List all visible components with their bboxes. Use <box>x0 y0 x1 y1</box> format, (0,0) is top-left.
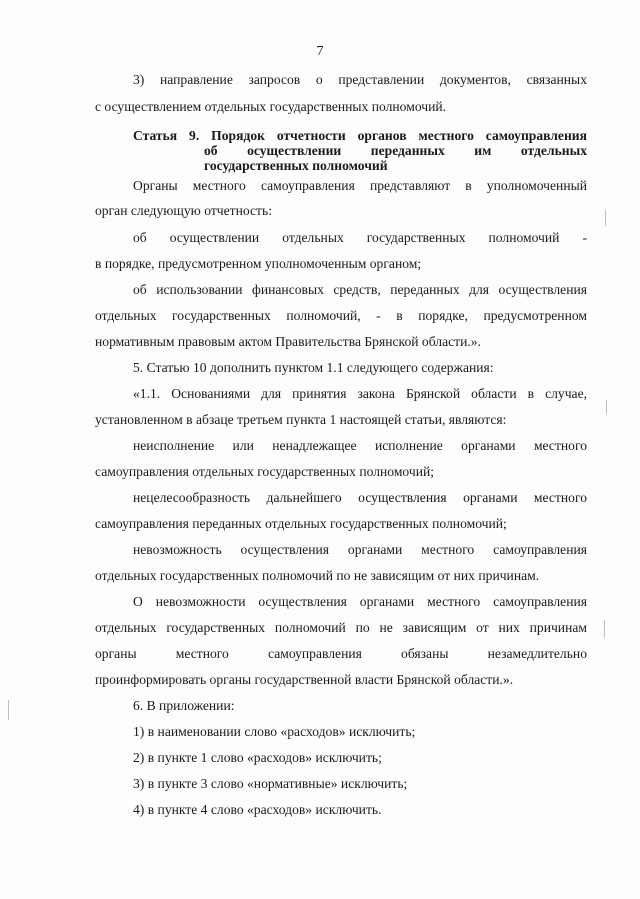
paragraph-line: «1.1. Основаниями для принятия закона Брянской области в случае, <box>133 386 587 401</box>
sub-item-1: 1) в наименовании слово «расходов» исключить; <box>133 724 416 739</box>
paragraph-line: органы местного самоуправления обязаны незамедлительно <box>95 646 587 661</box>
paragraph-line: самоуправления переданных отдельных государственных полномочий; <box>95 516 507 531</box>
paragraph-line: в порядке, предусмотренном уполномоченным органом; <box>95 256 422 271</box>
paragraph-line: отдельных государственных полномочий по не зависящим от них причинам. <box>95 568 540 583</box>
amendment-item-5: 5. Статью 10 дополнить пунктом 1.1 следующего содержания: <box>133 360 494 375</box>
scan-artifact <box>8 700 9 720</box>
paragraph-line: Органы местного самоуправления представляют в уполномоченный <box>133 178 587 193</box>
amendment-item-6: 6. В приложении: <box>133 698 235 713</box>
paragraph-line: невозможность осуществления органами местного самоуправления <box>133 542 587 557</box>
list-item-3-line-2: с осуществлением отдельных государственных полномочий. <box>95 99 447 114</box>
paragraph-line: нормативным правовым актом Правительства Брянской области.». <box>95 334 481 349</box>
paragraph-line: отдельных государственных полномочий, - в порядке, предусмотренном <box>95 308 587 323</box>
paragraph-line: неисполнение или ненадлежащее исполнение органами местного <box>133 438 587 453</box>
paragraph-line: об использовании финансовых средств, переданных для осуществления <box>133 282 587 297</box>
paragraph-line: самоуправления отдельных государственных полномочий; <box>95 464 435 479</box>
paragraph-line: проинформировать органы государственной власти Брянской области.». <box>95 672 514 687</box>
sub-item-3: 3) в пункте 3 слово «нормативные» исключить; <box>133 776 408 791</box>
paragraph-line: установленном в абзаце третьем пункта 1 настоящей статьи, являются: <box>95 412 507 427</box>
article-heading-line-1: Статья 9. Порядок отчетности органов местного самоуправления <box>133 128 587 143</box>
article-heading-line-2: об осуществлении переданных им отдельных <box>204 143 587 158</box>
page-number: 7 <box>316 44 324 59</box>
scan-artifact <box>604 620 605 638</box>
paragraph-line: орган следующую отчетность: <box>95 203 272 218</box>
paragraph-line: нецелесообразность дальнейшего осуществления органами местного <box>133 490 587 505</box>
scan-artifact <box>606 400 607 414</box>
article-heading-line-3: государственных полномочий <box>204 158 388 173</box>
list-item-3-line-1: 3) направление запросов о представлении документов, связанных <box>133 72 587 87</box>
sub-item-4: 4) в пункте 4 слово «расходов» исключить. <box>133 802 382 817</box>
scan-artifact <box>605 210 606 226</box>
sub-item-2: 2) в пункте 1 слово «расходов» исключить; <box>133 750 382 765</box>
paragraph-line: об осуществлении отдельных государственных полномочий - <box>133 230 587 245</box>
paragraph-line: отдельных государственных полномочий по не зависящим от них причинам <box>95 620 587 635</box>
paragraph-line: О невозможности осуществления органами местного самоуправления <box>133 594 587 609</box>
